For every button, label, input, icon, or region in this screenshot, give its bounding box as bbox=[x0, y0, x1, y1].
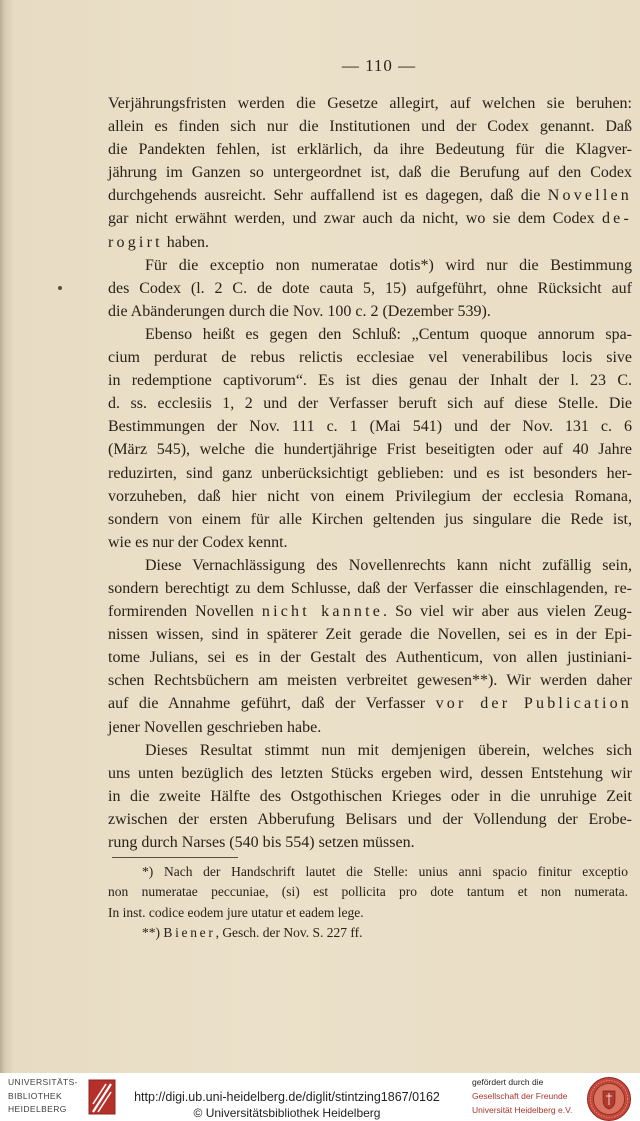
text-line: des Codex (l. 2 C. de dote cauta 5, 15) aufgeführt, ohne Rücksicht auf bbox=[108, 279, 632, 297]
text-line: In inst. codice eodem jure utatur et eadem lege. bbox=[108, 904, 364, 920]
copyright-notice: © Universitätsbibliothek Heidelberg bbox=[193, 1106, 381, 1120]
text-line: reduzirten, sind ganz unberücksichtigt geblieben: und es ist besonders her- bbox=[108, 464, 632, 482]
text-line: wie es nur der Codex kennt. bbox=[108, 533, 288, 551]
text-line: in die zweite Hälfte des Ostgothischen Krieges oder in die unruhige Zeit bbox=[108, 787, 632, 805]
paragraph bbox=[108, 554, 632, 739]
text-line: Ebenso heißt es gegen den Schluß: „Centum quoque annorum spa- bbox=[145, 325, 632, 343]
text-run: formirenden Novellen bbox=[108, 603, 262, 621]
letter-spaced-text: Biener bbox=[163, 924, 216, 940]
letter-spaced-text: rogirt bbox=[108, 233, 163, 251]
page-number: — 110 — bbox=[341, 56, 417, 75]
library-name bbox=[8, 1076, 78, 1117]
footnote bbox=[108, 862, 628, 923]
paragraph bbox=[108, 323, 632, 554]
letter-spaced-text: nicht kannte bbox=[261, 603, 384, 621]
ub-heidelberg-logo-icon bbox=[86, 1077, 118, 1117]
text-line: d. ss. ecclesiis 1, 2 und der Verfasser beruft sich auf diese Stelle. Die bbox=[108, 395, 632, 413]
text-line bbox=[108, 231, 632, 254]
footnote bbox=[108, 923, 628, 943]
margin-mark bbox=[58, 286, 62, 290]
text-run: gar nicht erwähnt werden, und zwar auch da nicht, wo sie dem Codex bbox=[108, 210, 602, 228]
text-line bbox=[108, 600, 632, 623]
text-line bbox=[108, 923, 628, 943]
text-line: rung durch Narses (540 bis 554) setzen müssen. bbox=[108, 834, 415, 851]
text-line: Bestimmungen der Nov. 111 c. 1 (Mai 541) und der Nov. 131 c. 6 bbox=[108, 418, 632, 436]
paragraph bbox=[108, 739, 632, 854]
sponsor-line: Universität Heidelberg e.V. bbox=[472, 1105, 573, 1115]
text-line bbox=[108, 207, 632, 230]
text-line: Diese Vernachlässigung des Novellenrechts kann nicht zufällig sein, bbox=[145, 556, 632, 574]
letter-spaced-text: de- bbox=[601, 210, 632, 228]
text-run: auf die Annahme geführt, daß der Verfasser bbox=[108, 695, 436, 713]
text-line: zwischen der ersten Abberufung Belisars und der Vollendung der Erobe- bbox=[108, 810, 632, 828]
text-run: **) bbox=[142, 924, 164, 940]
text-line: allein es finden sich nur die Institutionen und der Codex genannt. Daß bbox=[108, 118, 632, 136]
letter-spaced-text: vor der Publication bbox=[435, 695, 633, 713]
text-line: tome Julians, sei es in der Gestalt des Authenticum, von allen justiniani- bbox=[108, 649, 632, 667]
text-run: durchgehends ausreicht. Sehr auffallend ist es dagegen, daß die bbox=[108, 187, 548, 205]
library-name-line: HEIDELBERG bbox=[8, 1104, 67, 1114]
text-line: cium perdurat de rebus relictis ecclesiae vel venerabilibus locis sive bbox=[108, 349, 632, 367]
footnote-separator bbox=[112, 857, 238, 858]
text-run: haben. bbox=[162, 233, 209, 251]
letter-spaced-text: Novellen bbox=[547, 187, 632, 205]
text-line: in redemptione captivorum“. Es ist dies genau der Inhalt der l. 23 C. bbox=[108, 372, 632, 390]
digitization-footer bbox=[0, 1073, 640, 1121]
library-name-line: BIBLIOTHEK bbox=[8, 1090, 63, 1101]
text-run: , Gesch. der Nov. S. 227 ff. bbox=[215, 924, 363, 940]
text-run: . So viel wir aber aus vielen Zeug- bbox=[383, 603, 632, 621]
text-line: schen Rechtsbüchern am meisten verbreitet gewesen**). Wir werden daher bbox=[108, 672, 632, 690]
text-line: sondern von einem für alle Kirchen geltenden jus singulare die Rede ist, bbox=[108, 510, 632, 528]
body-text bbox=[108, 92, 632, 854]
text-line bbox=[108, 692, 632, 715]
footnotes bbox=[108, 862, 628, 943]
text-line: vorzuheben, daß hier nicht von einem Privilegium der ecclesia Romana, bbox=[108, 487, 632, 505]
footer-center bbox=[122, 1089, 452, 1121]
paragraph bbox=[108, 92, 632, 254]
text-line: die Abänderungen durch die Nov. 100 c. 2 (Dezember 539). bbox=[108, 302, 491, 320]
text-line: sondern berechtigt zu dem Schlusse, daß der Verfasser die einschlagenden, re- bbox=[108, 579, 632, 597]
sponsor-line: gefördert durch die bbox=[472, 1077, 544, 1087]
university-seal-icon bbox=[586, 1076, 632, 1121]
text-line: (März 545), welche die hundertjährige Frist beseitigten oder auf 40 Jahre bbox=[108, 441, 632, 459]
sponsor-line: Gesellschaft der Freunde bbox=[472, 1091, 568, 1101]
sponsor-credit bbox=[472, 1075, 572, 1117]
text-line: Für die exceptio non numeratae dotis*) wird nur die Bestimmung bbox=[145, 256, 632, 274]
text-line: die Pandekten fehlen, ist erklärlich, da ihre Bedeutung für die Klagver- bbox=[108, 141, 632, 159]
text-line: *) Nach der Handschrift lautet die Stelle: unius anni spacio finitur exceptio bbox=[142, 864, 628, 879]
text-line bbox=[108, 184, 632, 207]
permalink-url: http://digi.ub.uni-heidelberg.de/diglit/stintzing1867/0162 bbox=[134, 1090, 440, 1104]
text-line: jener Novellen geschrieben habe. bbox=[108, 718, 322, 736]
text-line: nissen wissen, sind in späterer Zeit gerade die Novellen, sei es in der Epi- bbox=[108, 626, 632, 644]
text-line: Verjährungsfristen werden die Gesetze allegirt, auf welchen sie beruhen: bbox=[108, 95, 632, 112]
paragraph bbox=[108, 254, 632, 323]
text-line: non numeratae peccuniae, (si) est pollicita pro dote tantum et non numerata. bbox=[108, 884, 628, 900]
library-name-line: UNIVERSITÄTS- bbox=[8, 1077, 78, 1087]
text-line: jährung im Ganzen so untergeordnet ist, daß die Berufung auf den Codex bbox=[108, 164, 632, 182]
text-line: Dieses Resultat stimmt nun mit demjenigen überein, welches sich bbox=[145, 741, 632, 759]
text-line: uns unten bezüglich des letzten Stücks ergeben wird, dessen Entstehung wir bbox=[108, 764, 632, 782]
